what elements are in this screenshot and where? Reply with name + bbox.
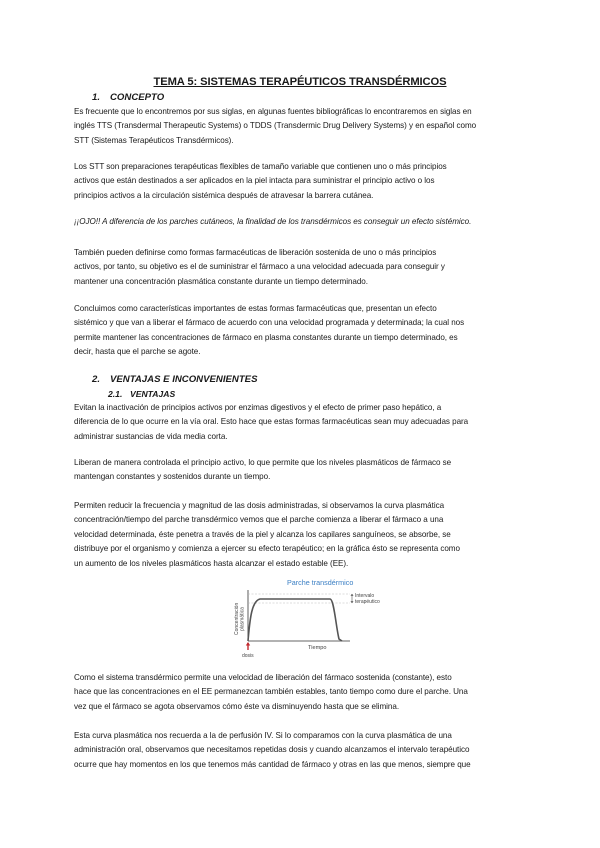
section-heading-concepto bbox=[92, 92, 164, 103]
figure-svg bbox=[230, 577, 385, 663]
text-line: mantengan constantes y sostenidos durante un tiempo. bbox=[74, 472, 271, 482]
text-line: hace que las concentraciones en el EE permanezcan también estables, tanto tiempo como dure el parche. Una bbox=[74, 687, 468, 697]
figure-ylabel-line1: Concentración bbox=[234, 602, 240, 635]
text-line: activos, por tanto, su objetivo es el de suministrar el fármaco a una velocidad adecuada para conseguir y bbox=[74, 262, 445, 272]
text-line: inglés TTS (Transdermal Therapeutic Systems) o TDDS (Transdermic Drug Delivery Systems) y en español como bbox=[74, 121, 477, 131]
section-label: CONCEPTO bbox=[110, 92, 165, 103]
section-number: 2.1. bbox=[108, 389, 123, 399]
text-line: ¡¡OJO!! A diferencia de los parches cutáneos, la finalidad de los transdérmicos es conseguir un efecto sistémico. bbox=[74, 217, 472, 226]
text-line: También pueden definirse como formas farmacéuticas de liberación sostenida de uno o más principios bbox=[74, 248, 437, 257]
figure-interval-arrow-up bbox=[351, 594, 354, 596]
text-line: Como el sistema transdérmico permite una velocidad de liberación del fármaco sostenida (constante), esto bbox=[74, 673, 452, 682]
text-line: Permiten reducir la frecuencia y magnitud de las dosis administradas, si observamos la curva plasmática bbox=[74, 501, 445, 510]
text-line: principios activos a la circulación sistémica después de atravesar la barrera cutánea. bbox=[74, 190, 374, 200]
text-line: ocurre que hay momentos en los que tenemos más cantidad de fármaco y otras en las que menos, siempre que bbox=[74, 759, 471, 769]
paragraph-ventaja-dosis bbox=[74, 499, 526, 571]
figure-dose-label: dosis bbox=[242, 653, 254, 659]
text-line: concentración/tiempo del parche transdérmico vemos que el parche comienza a liberar el fármaco a una bbox=[74, 515, 444, 525]
text-line: Liberan de manera controlada el principio activo, lo que permite que los niveles plasmáticos de fármaco se bbox=[74, 458, 452, 467]
figure-xlabel: Tiempo bbox=[308, 645, 327, 651]
section-heading-ventajas-inconvenientes bbox=[92, 374, 258, 385]
figure-title: Parche transdérmico bbox=[287, 578, 354, 587]
text-line: mantener una concentración plasmática constante durante un tiempo determinado. bbox=[74, 276, 368, 286]
section-label: VENTAJAS E INCONVENIENTES bbox=[110, 374, 258, 385]
figure-interval-arrow-down bbox=[351, 601, 354, 603]
section-number: 2. bbox=[92, 374, 101, 385]
text-line: un aumento de los niveles plasmáticos hasta alcanzar el estado estable (EE). bbox=[74, 558, 349, 568]
paragraph-perfusion-iv bbox=[74, 729, 526, 772]
text-line: STT (Sistemas Terapéuticos Transdérmicos). bbox=[74, 135, 234, 145]
section-number: 1. bbox=[92, 92, 101, 103]
paragraph-liberacion-sostenida bbox=[74, 246, 526, 289]
text-line: activos que están destinados a ser aplicados en la piel intacta para suministrar el principio activo o los bbox=[74, 176, 435, 186]
text-line: administración oral, observamos que necesitamos repetidas dosis y cuando alcanzamos el intervalo terapéutico bbox=[74, 745, 470, 755]
figure-interval-label-line2: terapéutico bbox=[355, 599, 380, 605]
paragraph-siglas bbox=[74, 105, 526, 148]
text-line: decir, hasta que el parche se agote. bbox=[74, 347, 201, 357]
subsection-heading-ventajas bbox=[108, 389, 175, 399]
text-line: Concluimos como características importantes de estas formas farmacéuticas que, presentan un efecto bbox=[74, 304, 437, 313]
text-line: diferencia de lo que ocurre en la vía oral. Esto hace que estas formas farmacéuticas sean muy adecuadas para bbox=[74, 417, 469, 427]
text-line: Esta curva plasmática nos recuerda a la de perfusión IV. Si lo comparamos con la curva plasmática de una bbox=[74, 731, 452, 740]
paragraph-definicion bbox=[74, 160, 526, 203]
text-line: distribuye por el organismo y comienza a ejercer su efecto terapéutico; en la gráfica ésto se representa como bbox=[74, 544, 460, 554]
paragraph-ventaja-liberacion bbox=[74, 456, 526, 485]
paragraph-concentraciones-estables bbox=[74, 671, 526, 714]
figure-parche-transdermico bbox=[230, 577, 385, 663]
paragraph-ventaja-inactivacion bbox=[74, 401, 526, 444]
text-line: administrar sustancias de vida media corta. bbox=[74, 431, 228, 441]
figure-interval-label-line1: Intervalo bbox=[355, 593, 375, 599]
figure-ylabel-line2: plasmática bbox=[239, 607, 246, 631]
section-label: VENTAJAS bbox=[130, 389, 176, 399]
text-line: permite mantener las concentraciones de fármaco en plasma constantes durante un tiempo determinado, es bbox=[74, 332, 458, 342]
text-line: velocidad determinada, éste penetra a través de la piel y alcanza los capilares sanguíneos, se absorbe, se bbox=[74, 529, 451, 539]
figure-dose-arrow-icon bbox=[246, 642, 250, 646]
document-title: TEMA 5: SISTEMAS TERAPÉUTICOS TRANSDÉRMICOS bbox=[153, 76, 447, 88]
text-line: Los STT son preparaciones terapéuticas flexibles de tamaño variable que contienen uno o más principios bbox=[74, 162, 447, 171]
text-line: Evitan la inactivación de principios activos por enzimas digestivos y el efecto de primer paso hepático, a bbox=[74, 403, 442, 412]
text-line: sistémico y que van a liberar el fármaco de acuerdo con una velocidad programada y determinada; la cual nos bbox=[74, 318, 465, 328]
paragraph-ojo-note bbox=[74, 215, 526, 229]
figure-plasma-curve bbox=[248, 599, 342, 641]
paragraph-caracteristicas bbox=[74, 302, 526, 360]
text-line: vez que el fármaco se agota observamos cómo éste va disminuyendo hasta que se elimina. bbox=[74, 701, 400, 711]
text-line: Es frecuente que lo encontremos por sus siglas, en algunas fuentes bibliográficas lo encontraremos en siglas en bbox=[74, 107, 472, 116]
